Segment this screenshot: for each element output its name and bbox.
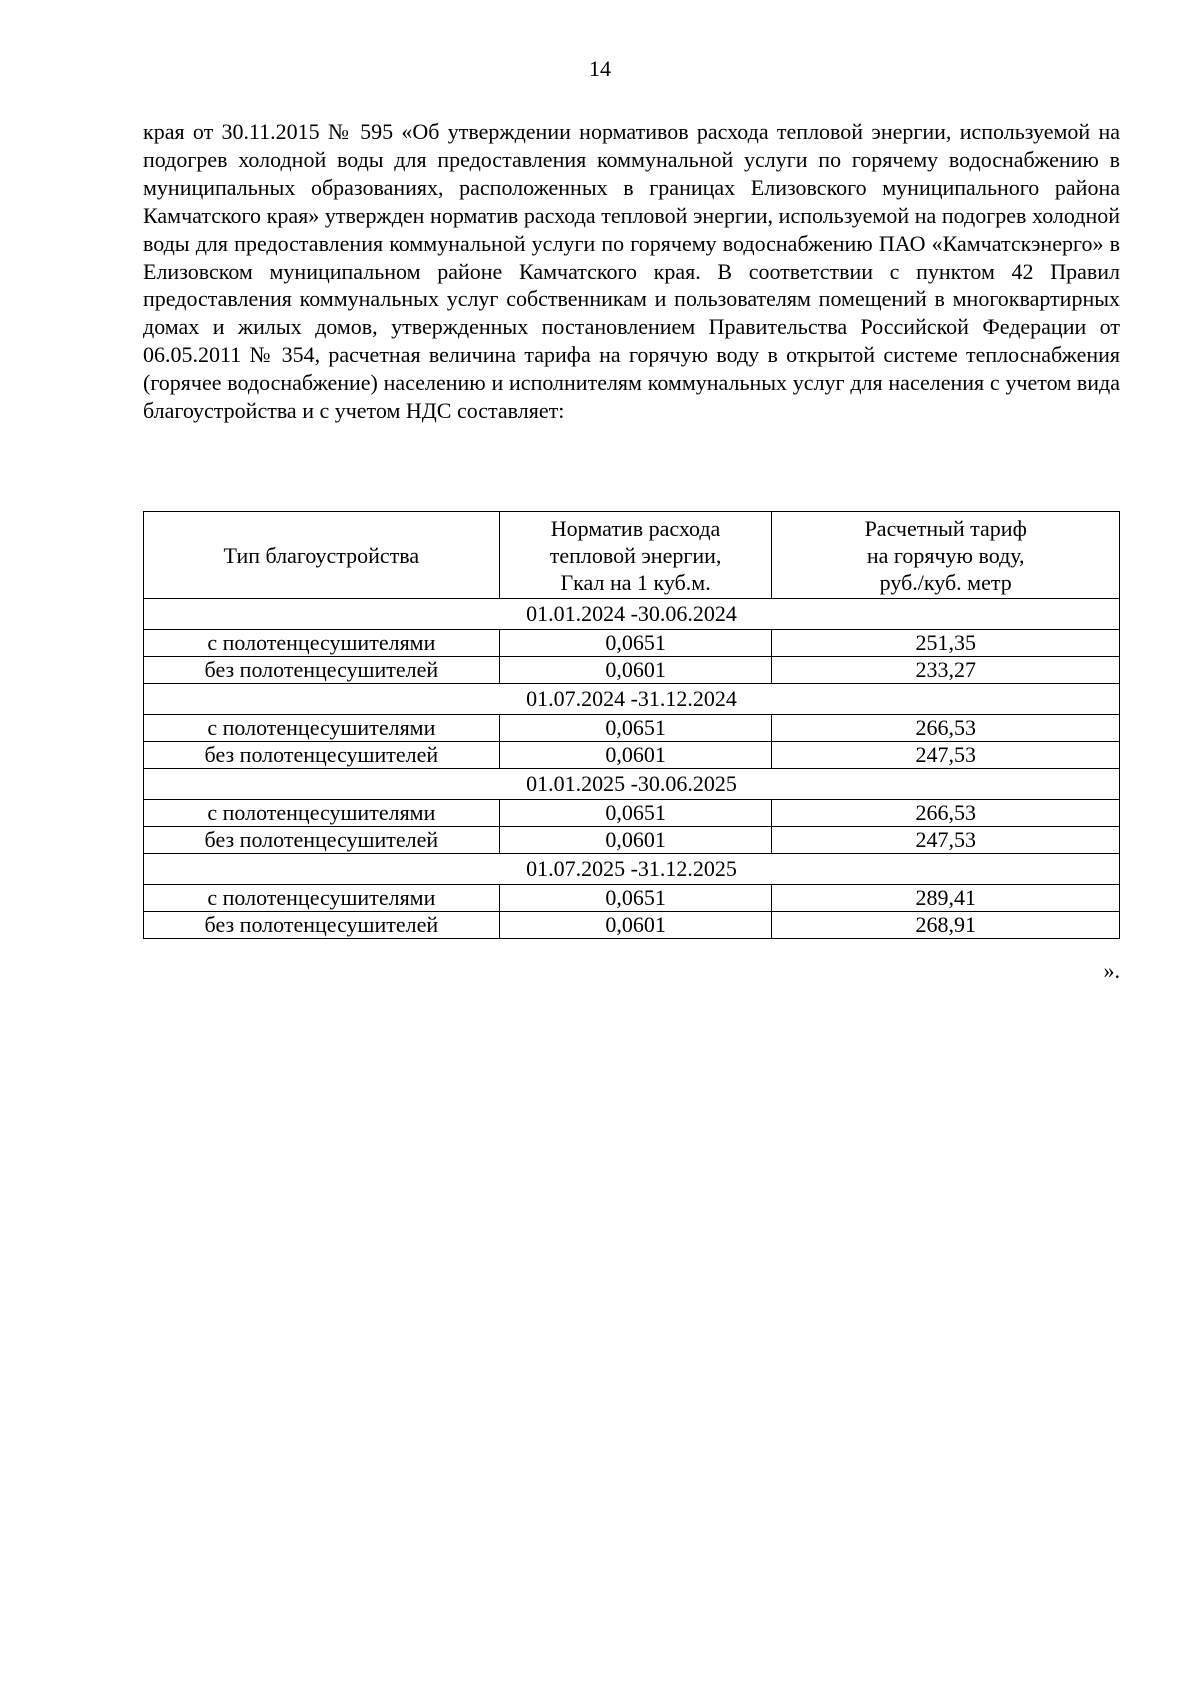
cell-norm: 0,0601 <box>499 742 772 769</box>
table-row <box>144 800 1120 827</box>
period-row <box>144 854 1120 885</box>
header-norm-line: тепловой энергии, <box>549 542 722 568</box>
cell-norm: 0,0651 <box>499 885 772 912</box>
header-tariff-line: руб./куб. метр <box>879 569 1012 595</box>
period-label: 01.01.2025 -30.06.2025 <box>144 769 1120 800</box>
period-row <box>144 599 1120 630</box>
header-norm <box>499 512 772 599</box>
cell-tariff: 268,91 <box>772 912 1120 939</box>
cell-type: без полотенцесушителей <box>144 827 500 854</box>
page-number: 14 <box>589 56 611 81</box>
period-row <box>144 684 1120 715</box>
cell-norm: 0,0601 <box>499 912 772 939</box>
cell-type: без полотенцесушителей <box>144 742 500 769</box>
cell-tariff: 289,41 <box>772 885 1120 912</box>
cell-type: с полотенцесушителями <box>144 715 500 742</box>
cell-tariff: 266,53 <box>772 800 1120 827</box>
period-label: 01.07.2024 -31.12.2024 <box>144 684 1120 715</box>
cell-norm: 0,0651 <box>499 630 772 657</box>
cell-type: с полотенцесушителями <box>144 800 500 827</box>
table-row <box>144 827 1120 854</box>
header-tariff-line: на горячую воду, <box>866 542 1025 568</box>
closing-quote: ». <box>1103 958 1120 983</box>
cell-type: без полотенцесушителей <box>144 912 500 939</box>
cell-tariff: 233,27 <box>772 657 1120 684</box>
table-row <box>144 885 1120 912</box>
table-row <box>144 742 1120 769</box>
table-row <box>144 715 1120 742</box>
cell-tariff: 251,35 <box>772 630 1120 657</box>
table-row <box>144 657 1120 684</box>
cell-norm: 0,0601 <box>499 657 772 684</box>
header-type <box>144 512 500 599</box>
period-row <box>144 769 1120 800</box>
tariff-table <box>143 511 1120 939</box>
table-row <box>144 912 1120 939</box>
body-paragraph: края от 30.11.2015 № 595 «Об утверждении нормативов расхода тепловой энергии, используемой на подогрев холодной воды для предоставления коммунальной услуги по горячему водоснабжению в муниципальных образованиях, расположенных в границах Елизовского муниципального района Камчатского края» утвержден норматив расхода тепловой энергии, используемой на подогрев холодной воды для предоставления коммунальной услуги по горячему водоснабжению ПАО «Камчатскэнерго» в Елизовском муниципальном районе Камчатского края. В соответствии с пунктом 42 Правил предоставления коммунальных услуг собственникам и пользователям помещений в многоквартирных домах и жилых домов, утвержденных постановлением Правительства Российской Федерации от 06.05.2011 № 354, расчетная величина тарифа на горячую воду в открытой системе теплоснабжения (горячее водоснабжение) населению и исполнителям коммунальных услуг для населения с учетом вида благоустройства и с учетом НДС составляет: <box>143 119 1120 424</box>
cell-norm: 0,0651 <box>499 715 772 742</box>
cell-type: без полотенцесушителей <box>144 657 500 684</box>
cell-norm: 0,0601 <box>499 827 772 854</box>
header-norm-line: Норматив расхода <box>550 515 721 541</box>
cell-tariff: 247,53 <box>772 742 1120 769</box>
cell-norm: 0,0651 <box>499 800 772 827</box>
header-tariff <box>772 512 1120 599</box>
cell-type: с полотенцесушителями <box>144 885 500 912</box>
header-norm-line: Гкал на 1 куб.м. <box>560 569 711 595</box>
cell-type: с полотенцесушителями <box>144 630 500 657</box>
cell-tariff: 266,53 <box>772 715 1120 742</box>
period-label: 01.07.2025 -31.12.2025 <box>144 854 1120 885</box>
header-tariff-line: Расчетный тариф <box>864 515 1027 541</box>
cell-tariff: 247,53 <box>772 827 1120 854</box>
table-row <box>144 630 1120 657</box>
header-type-label: Тип благоустройства <box>223 542 420 568</box>
table-header-row <box>144 512 1120 599</box>
period-label: 01.01.2024 -30.06.2024 <box>144 599 1120 630</box>
